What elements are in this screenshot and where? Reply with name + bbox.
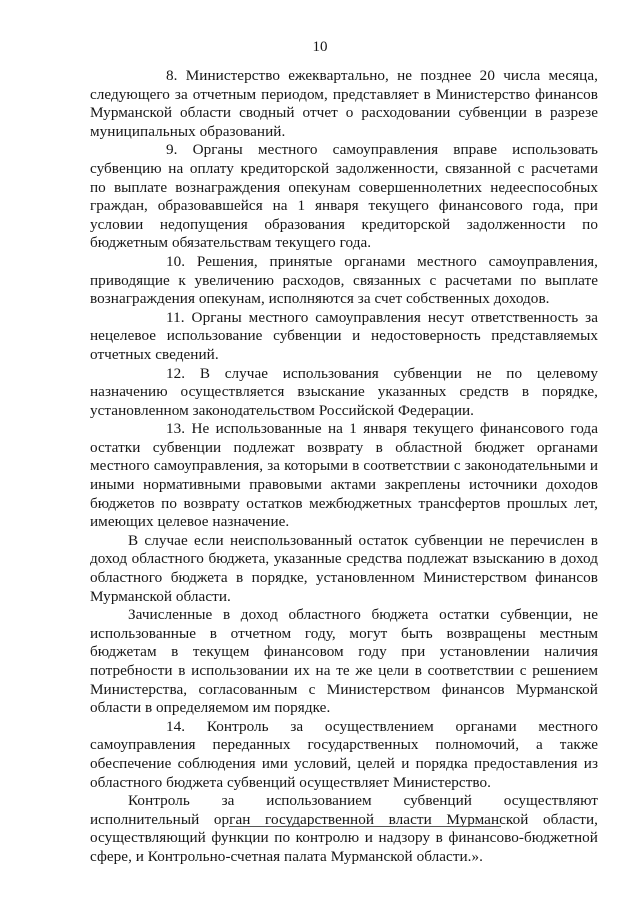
paragraph-text: Министерство ежеквартально, не позднее 20 числа месяца, следующего за отчетным периодом, представляет в Министерство финансов Мурманской области сводный отчет о расходовании субвенции в разрезе муниципальных образований. <box>90 67 598 140</box>
paragraph-text: Зачисленные в доход областного бюджета остатки субвенции, не использованные в отчетном году, могут быть возвращены местным бюджетам в текущем финансовом году при установлении наличия потребности в использовании их на те же цели в соответствии с решением Министерства, согласованным с Министерством финансов Мурманской области в определяемом им порядке. <box>90 606 598 717</box>
paragraph-14-continued <box>90 792 598 866</box>
paragraph-10 <box>90 253 598 309</box>
paragraph-text: Контроль за использованием субвенций осуществляют исполнительный орган государственной власти Мурманской области, осуществляющий функции по контролю и надзору в финансово-бюджетной сфере, и Контрольно-счетная палата Мурманской области.». <box>90 792 598 865</box>
paragraph-text: В случае использования субвенции не по целевому назначению осуществляется взыскание указанных средств в порядке, установленном законодательством Российской Федерации. <box>90 364 598 419</box>
paragraph-14 <box>90 718 598 792</box>
paragraph-12 <box>90 365 598 421</box>
paragraph-text: Не использованные на 1 января текущего финансового года остатки субвенции подлежат возврату в областной бюджет органами местного самоуправления, за которыми в соответствии с законодательными и иными нормативными правовыми актами закреплены источники доходов бюджетов по возврату остатков межбюджетных трансфертов прошлых лет, имеющих целевое назначение. <box>90 420 598 531</box>
document-body <box>90 67 598 867</box>
end-of-text-divider <box>229 826 501 827</box>
paragraph-9 <box>90 141 598 253</box>
paragraph-text: Органы местного самоуправления несут ответственность за нецелевое использование субвенции и недостоверность представляемых отчетных сведений. <box>90 308 599 363</box>
paragraph-13-continued-1 <box>90 532 598 606</box>
paragraph-13-continued-2 <box>90 606 598 718</box>
paragraph-13 <box>90 420 598 532</box>
paragraph-number: 13. <box>166 420 186 438</box>
paragraph-number: 8. <box>166 67 178 84</box>
paragraph-11 <box>90 309 598 365</box>
paragraph-text: Контроль за осуществлением органами местного самоуправления переданных государственных полномочий, а также обеспечение соблюдения ими условий, целей и порядка предоставления из областного бюджета субвенций осуществляет Министерство. <box>90 717 598 791</box>
paragraph-number: 11. <box>166 308 185 326</box>
paragraph-8 <box>90 67 598 141</box>
paragraph-number: 9. <box>166 141 178 159</box>
paragraph-text: Решения, принятые органами местного самоуправления, приводящие к увеличению расходов, связанных с расчетами по выплате вознаграждения опекунам, исполняются за счет собственных доходов. <box>90 252 598 308</box>
paragraph-text: Органы местного самоуправления вправе использовать субвенцию на оплату кредиторской задолженности, связанной с расчетами по выплате вознаграждения опекунам совершеннолетних недееспособных граждан, образовавшейся на 1 января текущего финансового года, при условии недопущения образования кредиторской задолженности по бюджетным обязательствам текущего года. <box>90 141 598 252</box>
paragraph-number: 12. <box>166 364 186 382</box>
paragraph-number: 14. <box>166 717 186 735</box>
paragraph-number: 10. <box>166 252 186 270</box>
paragraph-text: В случае если неиспользованный остаток субвенции не перечислен в доход областного бюджета, указанные средства подлежат взысканию в доход областного бюджета в порядке, установленном Министерством финансов Мурманской области. <box>90 531 598 605</box>
page-number: 10 <box>312 39 328 55</box>
